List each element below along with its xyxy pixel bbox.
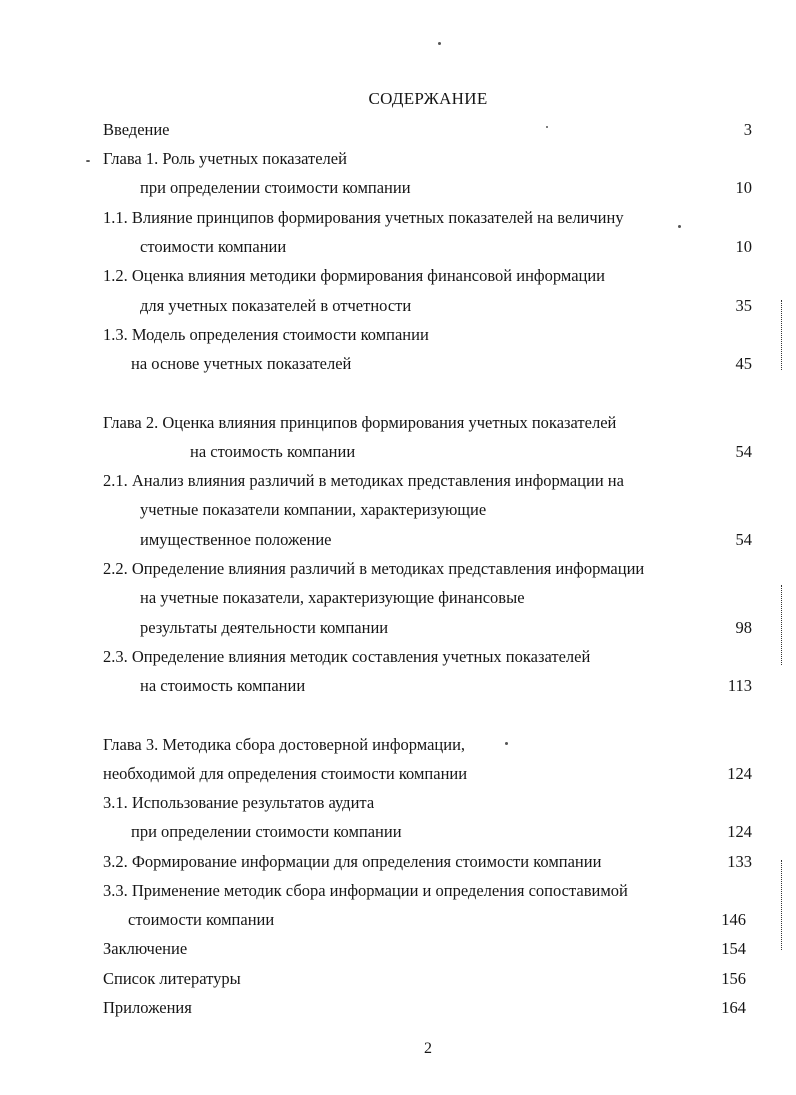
- toc-entry-page: 10: [735, 237, 752, 256]
- toc-section-heading: 1.2. Оценка влияния методики формирования финансовой информации: [103, 266, 606, 285]
- toc-entry-text: необходимой для определения стоимости компании: [103, 764, 468, 783]
- toc-entry-page: 146: [721, 910, 746, 929]
- toc-section-heading: 3.1. Использование результатов аудита: [103, 793, 375, 812]
- toc-entry-page: 10: [735, 178, 752, 197]
- toc-entry-page: 35: [735, 296, 752, 315]
- toc-section-heading: 2.3. Определение влияния методик составления учетных показателей: [103, 647, 591, 666]
- toc-entry-page: 45: [735, 354, 752, 373]
- toc-entry-text: Заключение: [103, 939, 188, 958]
- toc-entry-page: 54: [735, 530, 752, 549]
- page-title: СОДЕРЖАНИЕ: [368, 89, 488, 108]
- toc-entry-text: Приложения: [103, 998, 192, 1017]
- toc-entry-text: на стоимость компании: [190, 442, 356, 461]
- toc-entry-page: 156: [721, 969, 746, 988]
- toc-section-heading: 3.2. Формирование информации для определения стоимости компании: [103, 852, 602, 871]
- toc-entry-page: 98: [735, 618, 752, 637]
- toc-section-heading: 3.3. Применение методик сбора информации и определения сопоставимой: [103, 881, 628, 900]
- scan-speck: [678, 225, 681, 228]
- page-number: 2: [424, 1040, 432, 1057]
- scan-edge-marks: [781, 585, 785, 665]
- toc-entry-text: на основе учетных показателей: [131, 354, 352, 373]
- toc-chapter-heading: Глава 3. Методика сбора достоверной информации,: [103, 735, 466, 754]
- toc-section-heading: 2.1. Анализ влияния различий в методиках представления информации на: [103, 471, 624, 490]
- toc-entry-text: результаты деятельности компании: [140, 618, 389, 637]
- toc-entry-text: Список литературы: [103, 969, 241, 988]
- scan-speck: [546, 126, 548, 128]
- toc-entry-text: на стоимость компании: [140, 676, 306, 695]
- toc-entry-page: 164: [721, 998, 746, 1017]
- toc-entry-page: 54: [735, 442, 752, 461]
- toc-entry-text: имущественное положение: [140, 530, 332, 549]
- toc-entry-text: для учетных показателей в отчетности: [140, 296, 412, 315]
- toc-section-heading: 1.3. Модель определения стоимости компании: [103, 325, 429, 344]
- toc-entry-text: стоимости компании: [140, 237, 287, 256]
- scan-speck: [438, 42, 441, 45]
- toc-entry-page: 124: [727, 764, 752, 783]
- toc-entry-text: на учетные показатели, характеризующие финансовые: [140, 588, 525, 607]
- scan-edge-marks: [781, 300, 785, 370]
- toc-chapter-heading: Глава 1. Роль учетных показателей: [103, 149, 347, 168]
- toc-entry-page: 124: [727, 822, 752, 841]
- toc-entry-text: учетные показатели компании, характеризующие: [140, 500, 487, 519]
- toc-entry-page: 3: [743, 120, 752, 139]
- scan-edge-marks: [781, 860, 785, 950]
- toc-entry-text: Введение: [103, 120, 170, 139]
- toc-section-heading: 2.2. Определение влияния различий в методиках представления информации: [103, 559, 645, 578]
- toc-entry-text: при определении стоимости компании: [140, 178, 411, 197]
- scan-speck: [505, 742, 508, 745]
- toc-entry-text: стоимости компании: [128, 910, 275, 929]
- toc-section-heading: 1.1. Влияние принципов формирования учетных показателей на величину: [103, 208, 624, 227]
- toc-entry-text: при определении стоимости компании: [131, 822, 402, 841]
- toc-entry-page: 113: [727, 676, 752, 695]
- toc-entry-page: 133: [727, 852, 752, 871]
- scan-speck: [86, 160, 90, 162]
- toc-entry-page: 154: [721, 939, 746, 958]
- toc-chapter-heading: Глава 2. Оценка влияния принципов формирования учетных показателей: [103, 413, 617, 432]
